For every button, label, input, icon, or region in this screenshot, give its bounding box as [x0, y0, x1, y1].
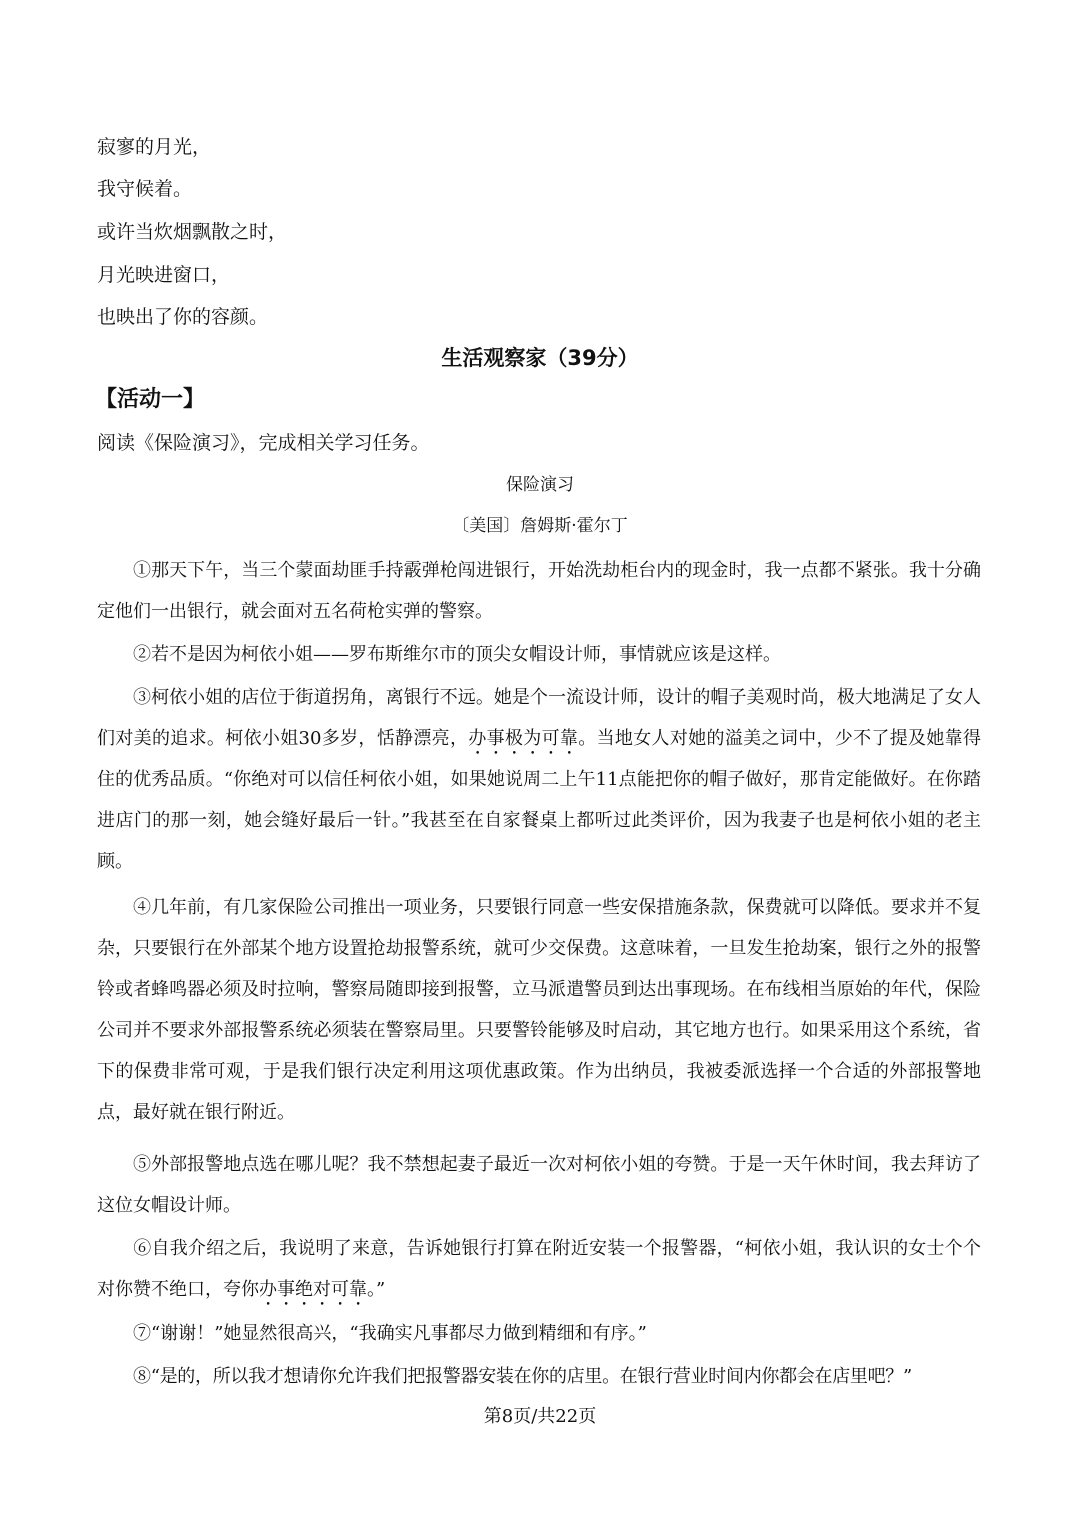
paragraph-6 — [97, 1228, 981, 1310]
poem-line-5: 也映出了你的容颜。 — [97, 306, 269, 328]
poem-line-4: 月光映进窗口， — [97, 264, 231, 286]
story-title: 保险演习 — [506, 475, 574, 495]
activity-label: 【活动一】 — [95, 387, 206, 412]
section-title: 生活观察家（39分） — [441, 346, 639, 370]
paragraph-4-text: ④几年前，有几家保险公司推出一项业务，只要银行同意一些安保措施条款，保费就可以降低。要求并不复杂，只要银行在外部某个地方设置抢劫报警系统，就可少交保费。这意味着，一旦发生抢劫案，银行之外的报警铃或者蜂鸣器必须及时拉响，警察局随即接到报警，立马派遣警员到达出事现场。在布线相当原始的年代，保险公司并不要求外部报警系统必须装在警察局里。只要警铃能够及时启动，其它地方也行。如果采用这个系统，省下的保费非常可观，于是我们银行决定利用这项优惠政策。作为出纳员，我被委派选择一个合适的外部报警地点，最好就在银行附近。 — [97, 897, 981, 1123]
paragraph-2-text: ②若不是因为柯依小姐——罗布斯维尔市的顶尖女帽设计师，事情就应该是这样。 — [133, 644, 781, 665]
paragraph-5-text: ⑤外部报警地点选在哪儿呢？我不禁想起妻子最近一次对柯依小姐的夸赞。于是一天午休时间，我去拜访了这位女帽设计师。 — [97, 1154, 981, 1216]
paragraph-3-text-b: 。当地女人对她的溢美之词中，少不了提及她靠得住的优秀品质。“你绝对可以信任柯依小姐，如果她说周二上午11点能把你的帽子做好，那肯定能做好。在你踏进店门的那一刻，她会缝好最后一针。”我甚至在自家餐桌上都听过此类评价，因为我妻子也是柯依小姐的老主顾。 — [97, 728, 982, 872]
instruction-text: 阅读《保险演习》，完成相关学习任务。 — [97, 432, 430, 454]
paragraph-7-text: ⑦“谢谢！”她显然很高兴，“我确实凡事都尽力做到精细和有序。” — [133, 1323, 647, 1344]
paragraph-2 — [97, 634, 981, 675]
paragraph-1-text: ①那天下午，当三个蒙面劫匪手持霰弹枪闯进银行，开始洗劫柜台内的现金时，我一点都不紧张。我十分确定他们一出银行，就会面对五名荷枪实弹的警察。 — [97, 560, 981, 622]
paragraph-5 — [97, 1144, 981, 1226]
poem-line-1: 寂寥的月光， — [97, 136, 212, 158]
paragraph-3 — [97, 677, 981, 882]
paragraph-1 — [97, 550, 981, 632]
paragraph-6-emphasis: 办事绝对可靠 — [259, 1279, 367, 1300]
page-number: 第8页/共22页 — [483, 1406, 597, 1427]
poem-line-3: 或许当炊烟飘散之时， — [97, 221, 288, 243]
paragraph-8-text: ⑧“是的，所以我才想请你允许我们把报警器安装在你的店里。在银行营业时间内你都会在店里吧？” — [133, 1366, 912, 1387]
paragraph-4 — [97, 887, 981, 1133]
paragraph-3-text-a: ③柯依小姐的店位于街道拐角，离银行不远。她是个一流设计师，设计的帽子美观时尚，极大地满足了女人们对美的追求。柯依小姐30多岁，恬静漂亮， — [97, 687, 981, 749]
story-author: 〔美国〕詹姆斯·霍尔丁 — [452, 516, 628, 536]
paragraph-3-emphasis: 办事极为可靠 — [468, 728, 579, 749]
paragraph-8 — [97, 1356, 981, 1397]
paragraph-6-text-b: 。” — [367, 1279, 386, 1300]
poem-line-2: 我守候着。 — [97, 178, 193, 200]
paragraph-6-text-a: ⑥自我介绍之后，我说明了来意，告诉她银行打算在附近安装一个报警器，“柯依小姐，我认识的女士个个对你赞不绝口，夸你 — [97, 1238, 981, 1300]
paragraph-7 — [97, 1313, 981, 1354]
